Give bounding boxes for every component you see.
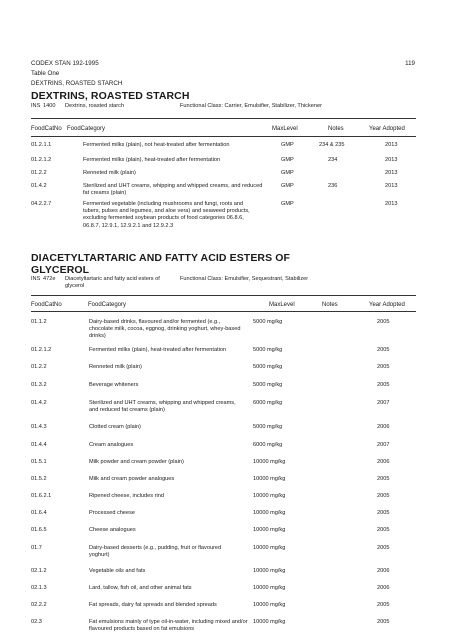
cell-year: 2005: [377, 476, 390, 482]
cell-notes: 234: [328, 157, 338, 163]
cell-maxlevel: 10000 mg/kg: [253, 493, 286, 499]
column-header-year: Year Adopted: [369, 302, 405, 308]
cell-foodcategory: Fat spreads, dairy fat spreads and blended spreads: [89, 602, 217, 608]
additive-name: Dextrins, roasted starch: [65, 103, 125, 109]
column-header-maxlevel: MaxLevel: [269, 302, 295, 308]
cell-year: 2005: [377, 527, 390, 533]
cell-foodcatno: 02.1.2: [31, 568, 47, 574]
additive-title: [31, 252, 361, 276]
cell-year: 2005: [377, 347, 390, 353]
cell-year: 2005: [377, 382, 390, 388]
cell-foodcategory: Cheese analogues: [89, 527, 136, 533]
cell-year: 2013: [385, 201, 398, 207]
cell-year: 2005: [377, 493, 390, 499]
cell-year: 2005: [377, 545, 390, 551]
cell-year: 2006: [377, 459, 390, 465]
cell-foodcategory: Fermented vegetable (including mushrooms and fungi, roots and tubers, pulses and legumes, and aloe vera) and seaweed products, excluding fermented soybean products of food categories 06.8.6, 06.8.7, 12.9.1, 12.9.2.1 and 12.9.2.3: [83, 201, 250, 229]
cell-foodcatno: 04.2.2.7: [31, 201, 52, 207]
cell-maxlevel: GMP: [281, 201, 294, 207]
cell-foodcategory: Beverage whiteners: [89, 382, 139, 388]
cell-year: 2005: [377, 364, 390, 370]
column-header-maxlevel: MaxLevel: [272, 126, 298, 132]
cell-maxlevel: 5000 mg/kg: [253, 347, 283, 353]
cell-foodcategory: Milk and cream powder analogues: [89, 476, 175, 482]
column-header-foodcatno: FoodCatNo: [31, 126, 62, 132]
cell-year: 2005: [377, 319, 390, 325]
cell-foodcatno: 01.6.2.1: [31, 493, 52, 499]
additive-name: Diacetyltartaric and fatty acid esters of glycerol: [65, 276, 160, 289]
cell-foodcatno: 01.4.2: [31, 400, 47, 406]
cell-maxlevel: GMP: [281, 183, 294, 189]
ins-number: 1400: [43, 103, 56, 109]
cell-foodcategory: Sterilized and UHT creams, whipping and whipped creams, and reduced fat creams (plain): [89, 400, 236, 414]
cell-foodcategory: Lard, tallow, fish oil, and other animal fats: [89, 585, 192, 591]
cell-foodcatno: 01.1.2: [31, 319, 47, 325]
cell-maxlevel: GMP: [281, 157, 294, 163]
cell-foodcatno: 01.5.1: [31, 459, 47, 465]
cell-maxlevel: GMP: [281, 170, 294, 176]
cell-foodcatno: 02.3: [31, 619, 42, 625]
cell-maxlevel: 10000 mg/kg: [253, 585, 286, 591]
cell-maxlevel: 5000 mg/kg: [253, 382, 283, 388]
cell-maxlevel: 10000 mg/kg: [253, 476, 286, 482]
cell-foodcategory: Clotted cream (plain): [89, 424, 141, 430]
cell-year: 2013: [385, 157, 398, 163]
cell-foodcatno: 01.2.2: [31, 170, 47, 176]
additive-title-line: GLYCEROL: [31, 264, 90, 276]
cell-maxlevel: 10000 mg/kg: [253, 527, 286, 533]
section-name: DEXTRINS, ROASTED STARCH: [31, 80, 123, 87]
cell-foodcategory: Fat emulsions mainly of type oil-in-water, including mixed and/or flavoured products based on fat emulsions: [89, 619, 248, 633]
cell-year: 2006: [377, 424, 390, 430]
column-header-notes: Notes: [322, 302, 338, 308]
cell-maxlevel: 5000 mg/kg: [253, 424, 283, 430]
cell-maxlevel: 10000 mg/kg: [253, 510, 286, 516]
page-number: 119: [405, 60, 415, 67]
cell-year: 2006: [377, 568, 390, 574]
cell-foodcatno: 01.2.2: [31, 364, 47, 370]
cell-maxlevel: GMP: [281, 142, 294, 148]
cell-foodcategory: Fermented milks (plain), heat-treated after fermentation: [83, 157, 221, 163]
cell-maxlevel: 10000 mg/kg: [253, 545, 286, 551]
cell-maxlevel: 5000 mg/kg: [253, 364, 283, 370]
table-rule: [31, 136, 416, 137]
functional-class: Functional Class: Carrier, Emulsifier, Stabilizer, Thickener: [180, 103, 322, 109]
cell-foodcatno: 01.5.2: [31, 476, 47, 482]
cell-foodcatno: 01.2.1.2: [31, 347, 52, 353]
additive-title: DEXTRINS, ROASTED STARCH: [31, 90, 190, 102]
cell-foodcatno: 02.2.2: [31, 602, 47, 608]
cell-year: 2005: [377, 619, 390, 625]
table-rule: [31, 295, 416, 296]
ins-label: INS: [31, 103, 41, 109]
cell-foodcategory: Dairy-based desserts (e.g., pudding, fruit or flavoured yoghurt): [89, 545, 222, 559]
functional-class: Functional Class: Emulsifier, Sequestrant, Stabilizer: [180, 276, 309, 282]
document-id: CODEX STAN 192-1995: [31, 60, 99, 67]
cell-year: 2005: [377, 510, 390, 516]
cell-foodcategory: Sterilized and UHT creams, whipping and whipped creams, and reduced fat creams (plain): [83, 183, 263, 197]
cell-foodcatno: 01.2.1.2: [31, 157, 52, 163]
cell-year: 2013: [385, 183, 398, 189]
cell-foodcategory: Renneted milk (plain): [89, 364, 142, 370]
column-header-notes: Notes: [328, 126, 344, 132]
cell-maxlevel: 10000 mg/kg: [253, 602, 286, 608]
cell-maxlevel: 10000 mg/kg: [253, 619, 286, 625]
cell-foodcatno: 01.2.1.1: [31, 142, 52, 148]
cell-year: 2007: [377, 442, 390, 448]
table-name: Table One: [31, 70, 60, 77]
column-header-year: Year Adopted: [369, 126, 405, 132]
ins-label: INS: [31, 276, 41, 282]
cell-year: 2013: [385, 142, 398, 148]
cell-notes: 236: [328, 183, 338, 189]
cell-foodcatno: 02.1.3: [31, 585, 47, 591]
cell-foodcategory: Dairy-based drinks, flavoured and/or fermented (e.g., chocolate milk, cocoa, eggnog, drinking yoghurt, whey-based drinks): [89, 319, 241, 340]
column-header-foodcatno: FoodCatNo: [31, 302, 62, 308]
table-rule: [31, 118, 416, 119]
ins-number: 472e: [43, 276, 56, 282]
cell-foodcategory: Renneted milk (plain): [83, 170, 136, 176]
cell-foodcatno: 01.7: [31, 545, 42, 551]
cell-foodcategory: Processed cheese: [89, 510, 136, 516]
cell-foodcatno: 01.4.2: [31, 183, 47, 189]
cell-foodcategory: Cream analogues: [89, 442, 134, 448]
additive-title-line: DIACETYLTARTARIC AND FATTY ACID ESTERS OF: [31, 252, 291, 264]
column-header-foodcategory: FoodCategory: [88, 302, 127, 308]
column-header-foodcategory: FoodCategory: [67, 126, 106, 132]
cell-year: 2005: [377, 602, 390, 608]
cell-foodcategory: Fermented milks (plain), heat-treated after fermentation: [89, 347, 227, 353]
cell-maxlevel: 6000 mg/kg: [253, 442, 283, 448]
cell-foodcatno: 01.6.4: [31, 510, 47, 516]
cell-year: 2007: [377, 400, 390, 406]
cell-foodcategory: Fermented milks (plain), not heat-treated after fermentation: [83, 142, 230, 148]
cell-foodcatno: 01.6.5: [31, 527, 47, 533]
cell-foodcatno: 01.4.4: [31, 442, 47, 448]
cell-foodcatno: 01.4.3: [31, 424, 47, 430]
cell-year: 2006: [377, 585, 390, 591]
cell-maxlevel: 6000 mg/kg: [253, 400, 283, 406]
cell-foodcategory: Milk powder and cream powder (plain): [89, 459, 184, 465]
cell-year: 2013: [385, 170, 398, 176]
cell-maxlevel: 10000 mg/kg: [253, 568, 286, 574]
table-rule: [31, 311, 416, 312]
cell-maxlevel: 10000 mg/kg: [253, 459, 286, 465]
cell-foodcategory: Vegetable oils and fats: [89, 568, 146, 574]
cell-foodcategory: Ripened cheese, includes rind: [89, 493, 164, 499]
cell-notes: 234 & 235: [319, 142, 345, 148]
cell-foodcatno: 01.3.2: [31, 382, 47, 388]
cell-maxlevel: 5000 mg/kg: [253, 319, 283, 325]
